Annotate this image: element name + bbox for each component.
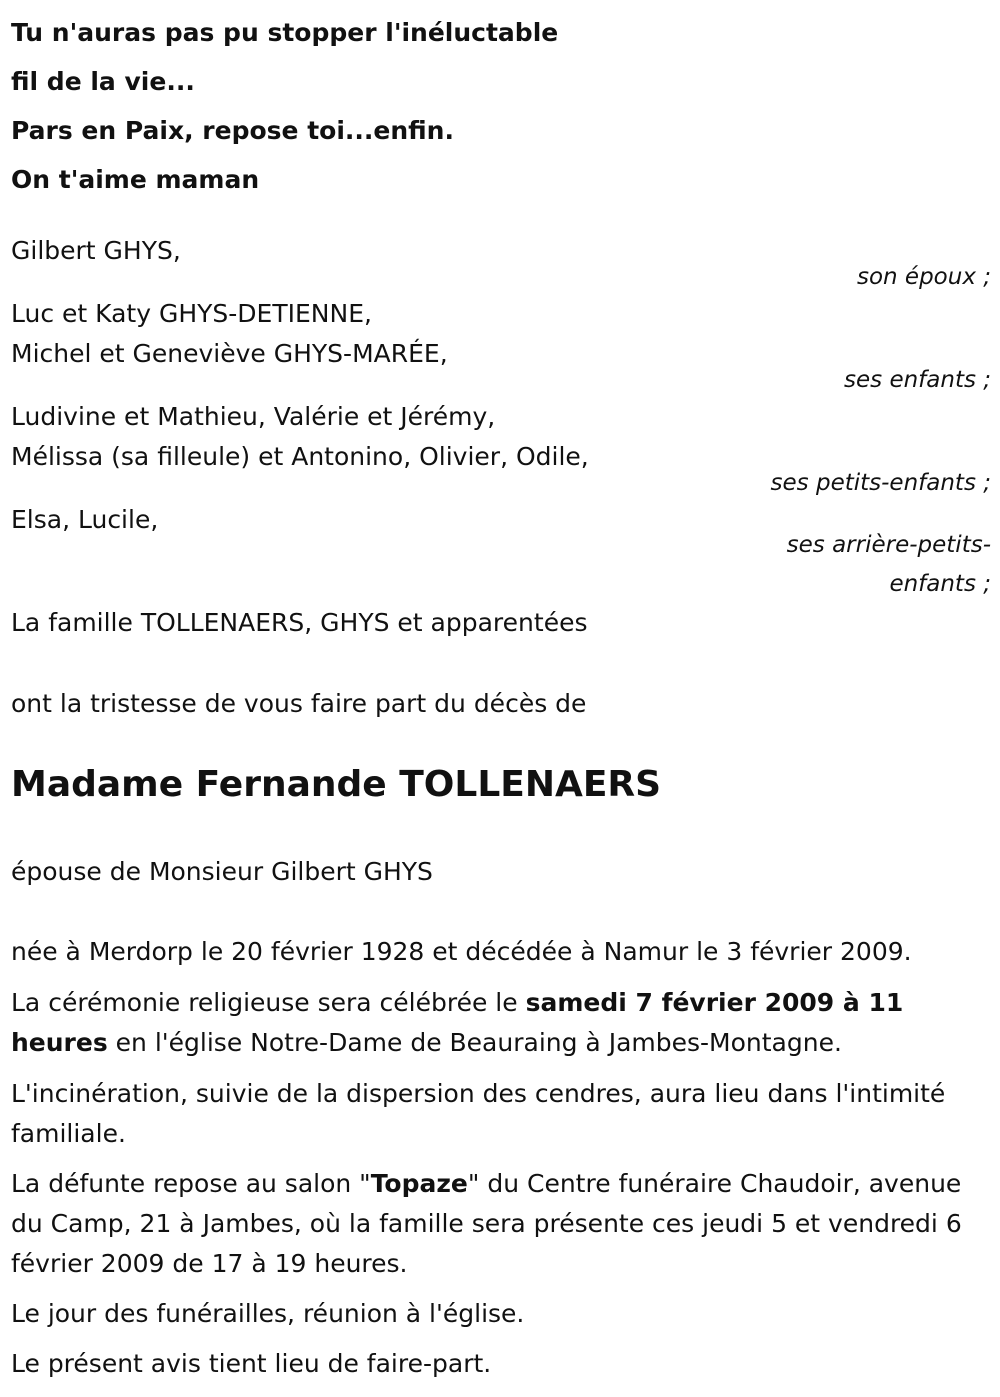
great-grandchildren-names: Elsa, Lucile, bbox=[11, 505, 159, 534]
great-grandchildren-role bbox=[787, 526, 991, 604]
announcement: ont la tristesse de vous faire part du décès de bbox=[11, 689, 587, 718]
spouse-name: Gilbert GHYS, bbox=[11, 236, 181, 265]
ceremony-date: samedi 7 février 2009 à 11 heures bbox=[11, 988, 904, 1057]
salon-name: Topaze bbox=[370, 1169, 468, 1198]
spouse-role: son époux ; bbox=[856, 264, 991, 290]
rest-paragraph bbox=[11, 1164, 991, 1284]
poem-line: fil de la vie... bbox=[11, 67, 195, 96]
extended-family: La famille TOLLENAERS, GHYS et apparentées bbox=[11, 608, 588, 637]
poem-line: Tu n'auras pas pu stopper l'inéluctable bbox=[11, 18, 559, 47]
ceremony-paragraph bbox=[11, 983, 991, 1063]
grandchildren-names: Mélissa (sa filleule) et Antonino, Olivier, Odile, bbox=[11, 442, 589, 471]
birth-death: née à Merdorp le 20 février 1928 et décédée à Namur le 3 février 2009. bbox=[11, 937, 912, 966]
ceremony-text: en l'église Notre-Dame de Beauraing à Jambes-Montagne. bbox=[107, 1028, 842, 1057]
children-role: ses enfants ; bbox=[844, 367, 991, 393]
poem-line: On t'aime maman bbox=[11, 165, 260, 194]
child-name: Luc et Katy GHYS-DETIENNE, bbox=[11, 299, 372, 328]
spouse-of: épouse de Monsieur Gilbert GHYS bbox=[11, 857, 433, 886]
great-grandchildren-role-line: ses arrière-petits- bbox=[786, 532, 991, 558]
ceremony-text: La cérémonie religieuse sera célébrée le bbox=[11, 988, 526, 1017]
notice: Le présent avis tient lieu de faire-part. bbox=[11, 1349, 492, 1378]
deceased-name: Madame Fernande TOLLENAERS bbox=[11, 764, 662, 805]
child-name: Michel et Geneviève GHYS-MARÉE, bbox=[11, 339, 448, 368]
rest-text: La défunte repose au salon " bbox=[11, 1169, 371, 1198]
rest-text: " du Centre funéraire Chaudoir, avenue du Camp, 21 à Jambes, où la famille sera présente ces jeudi 5 et vendredi 6 février 2009 de 17 à 19 heures. bbox=[11, 1169, 962, 1278]
great-grandchildren-role-line: enfants ; bbox=[889, 571, 991, 597]
poem bbox=[11, 8, 558, 204]
obituary-notice bbox=[11, 0, 991, 1397]
cremation-paragraph: L'incinération, suivie de la dispersion des cendres, aura lieu dans l'intimité familiale. bbox=[11, 1079, 946, 1148]
poem-line: Pars en Paix, repose toi...enfin. bbox=[11, 116, 454, 145]
funeral-day: Le jour des funérailles, réunion à l'église. bbox=[11, 1299, 525, 1328]
grandchildren-names: Ludivine et Mathieu, Valérie et Jérémy, bbox=[11, 402, 496, 431]
grandchildren-role: ses petits-enfants ; bbox=[770, 470, 991, 496]
